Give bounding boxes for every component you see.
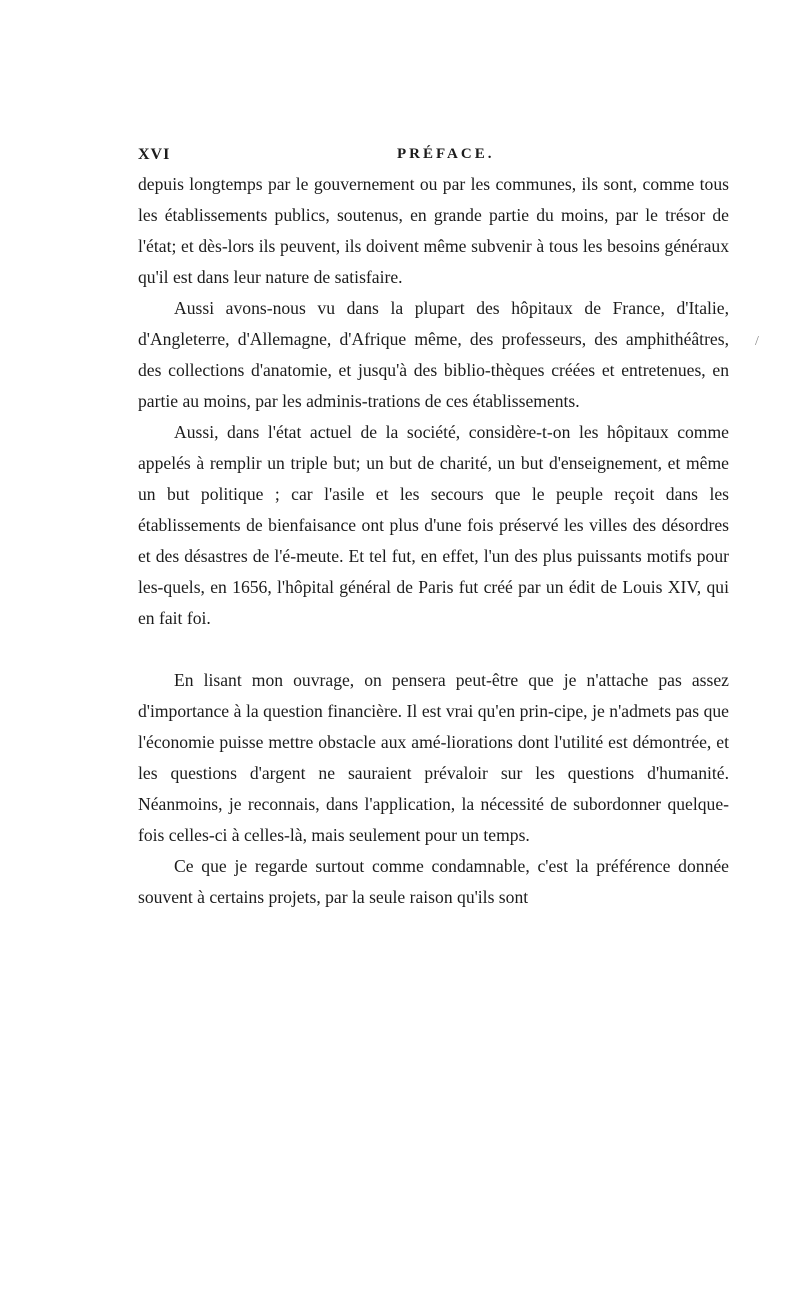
paragraph-2: Aussi avons-nous vu dans la plupart des hôpitaux de France, d'Italie, d'Angleterre, d'Allemagne, d'Afrique même, des professeurs, des amphithéâtres, des collections d'anatomie, et jusqu'à des biblio-thèques créées et entretenues, en partie au moins, par les adminis-trations de ces établissements. (138, 298, 729, 411)
page-number: XVI (138, 146, 171, 163)
paragraph-4: En lisant mon ouvrage, on pensera peut-être que je n'attache pas assez d'importance à la question financière. Il est vrai qu'en prin-cipe, je n'admets pas que l'économie puisse mettre obstacle aux amé-liorations dont l'utilité est démontrée, et les questions d'argent ne sauraient prévaloir sur les questions d'humanité. Néanmoins, je reconnais, dans l'application, la nécessité de subordonner quelque-fois celles-ci à celles-là, mais seulement pour un temps. (138, 670, 729, 845)
paragraph-5: Ce que je regarde surtout comme condamnable, c'est la préférence donnée souvent à certains projets, par la seule raison qu'ils sont (138, 856, 729, 907)
paragraph-1: depuis longtemps par le gouvernement ou par les communes, ils sont, comme tous les établissements publics, soutenus, en grande partie du moins, par le trésor de l'état; et dès-lors ils peuvent, ils doivent même subvenir à tous les besoins généraux qu'il est dans leur nature de satisfaire. (138, 174, 729, 287)
running-title: PRÉFACE. (397, 146, 495, 162)
margin-mark: / (755, 334, 759, 349)
paragraph-3: Aussi, dans l'état actuel de la société, considère-t-on les hôpitaux comme appelés à remplir un triple but; un but de charité, un but d'enseignement, et même un but politique ; car l'asile et les secours que le peuple reçoit dans les établissements de bienfaisance ont plus d'une fois préservé les villes des désordres et des désastres de l'é-meute. Et tel fut, en effet, l'un des plus puissants motifs pour les-quels, en 1656, l'hôpital général de Paris fut créé par un édit de Louis XIV, qui en fait foi. (138, 422, 729, 628)
running-head (138, 140, 729, 170)
book-page (138, 140, 729, 913)
